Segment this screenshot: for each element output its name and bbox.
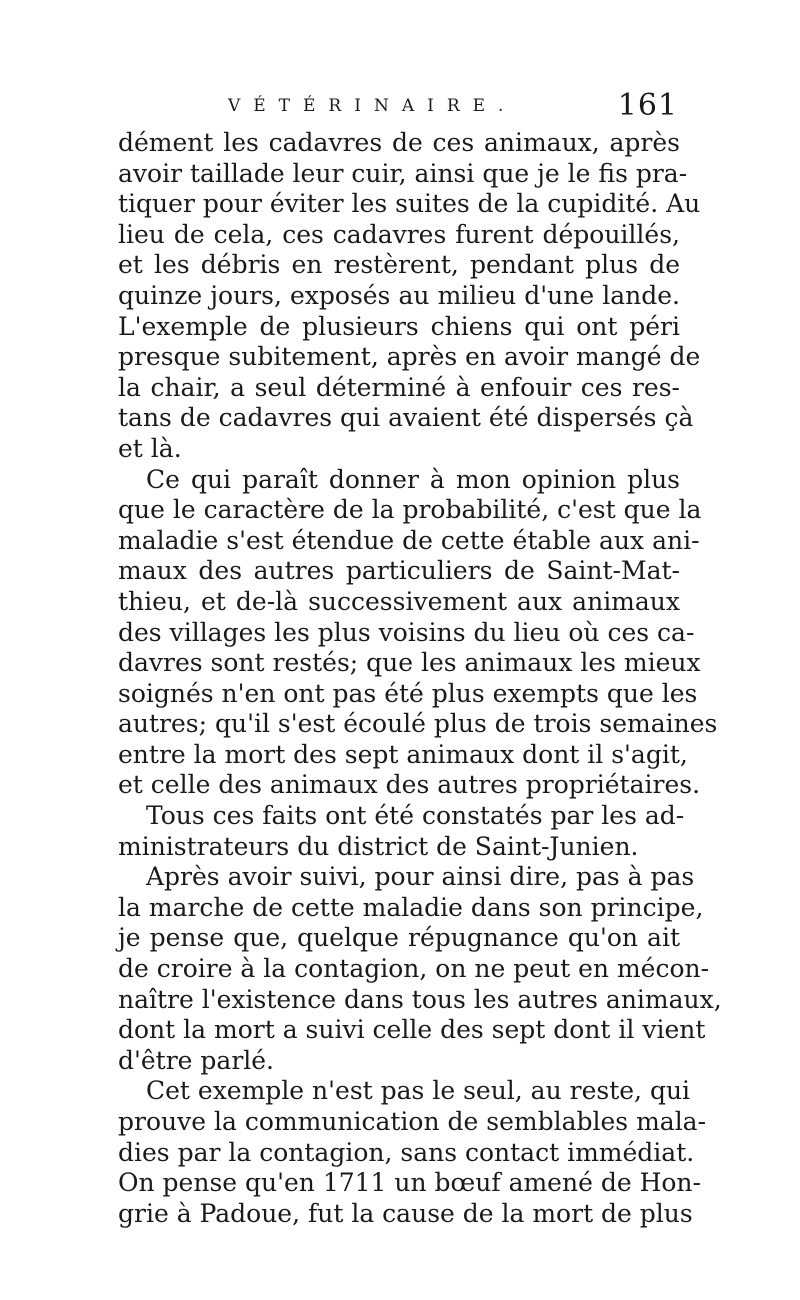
text-line: davres sont restés; que les animaux les mieux (118, 648, 701, 678)
text-line: On pense qu'en 1711 un bœuf amené de Hon- (118, 1168, 701, 1198)
text-line: tiquer pour éviter les suites de la cupidité. Au (118, 189, 701, 219)
text-line: soignés n'en ont pas été plus exempts que les (118, 678, 698, 708)
text-line: dément les cadavres de ces animaux, après (118, 128, 680, 157)
text-line: L'exemple de plusieurs chiens qui ont péri (118, 311, 680, 341)
text-line: quinze jours, exposés au milieu d'une lande. (118, 280, 680, 310)
text-line: que le caractère de la probabilité, c'est que la (118, 495, 702, 525)
text-line: lieu de cela, ces cadavres furent dépouillés, (118, 219, 680, 249)
text-line: grie à Padoue, fut la cause de la mort de plus (118, 1198, 693, 1228)
running-title: VÉTÉRINAIRE. (228, 96, 517, 116)
text-line: d'être parlé. (118, 1045, 275, 1075)
text-line: Ce qui paraît donner à mon opinion plus (146, 464, 680, 494)
text-line: dies par la contagion, sans contact immédiat. (118, 1137, 695, 1167)
text-line: Tous ces faits ont été constatés par les ad- (146, 801, 685, 831)
text-line: thieu, et de-là successivement aux animaux (118, 586, 680, 616)
body-text (118, 128, 722, 1229)
text-line: dont la mort a suivi celle des sept dont il vient (118, 1015, 706, 1045)
text-line: prouve la communication de semblables mala- (118, 1107, 707, 1136)
text-line: et là. (118, 433, 182, 463)
text-line: et celle des animaux des autres propriétaires. (118, 770, 701, 800)
text-line: Après avoir suivi, pour ainsi dire, pas à pas (146, 862, 695, 892)
text-line: autres; qu'il s'est écoulé plus de trois semaines (118, 709, 718, 739)
text-line: tans de cadavres qui avaient été dispersés çà (118, 403, 694, 433)
text-line: des villages les plus voisins du lieu où ces ca- (118, 617, 695, 647)
text-line: Cet exemple n'est pas le seul, au reste, qui (146, 1076, 691, 1106)
text-line: entre la mort des sept animaux dont il s'agit, (118, 739, 688, 769)
page-header (118, 88, 680, 128)
text-line: je pense que, quelque répugnance qu'on ait (118, 923, 680, 953)
text-line: maux des autres particuliers de Saint-Mat- (118, 556, 680, 586)
page-number: 161 (617, 88, 678, 123)
text-line: ministrateurs du district de Saint-Junien. (118, 831, 639, 861)
text-line: la chair, a seul déterminé à enfouir ces res- (118, 372, 680, 402)
text-line: la marche de cette maladie dans son principe, (118, 892, 704, 922)
text-line: de croire à la contagion, on ne peut en mécon- (118, 954, 710, 984)
book-page (118, 88, 722, 1278)
text-line: et les débris en restèrent, pendant plus de (118, 250, 680, 280)
text-line: maladie s'est étendue de cette étable aux ani- (118, 525, 700, 555)
text-line: naître l'existence dans tous les autres animaux, (118, 984, 722, 1014)
text-line: presque subitement, après en avoir mangé de (118, 342, 701, 372)
text-line: avoir taillade leur cuir, ainsi que je le fis pra- (118, 158, 688, 188)
